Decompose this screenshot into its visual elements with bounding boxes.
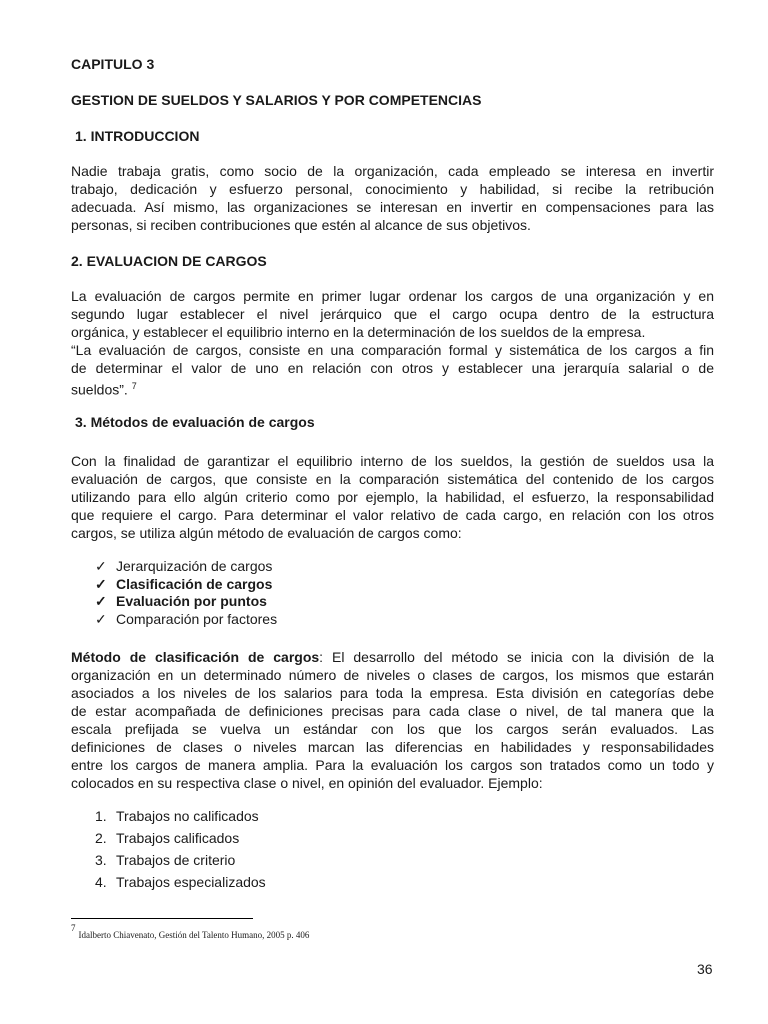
chapter-label: CAPITULO 3 xyxy=(71,56,155,72)
list-item xyxy=(95,871,266,893)
list-number: 4. xyxy=(95,874,107,890)
list-item-label: Trabajos especializados xyxy=(116,874,266,890)
list-item-label: Jerarquización de cargos xyxy=(116,558,273,574)
paragraph-line: segundo lugar establecer el nivel jerárquico que el cargo ocupa dentro de la estructura xyxy=(71,306,714,322)
page-number: 36 xyxy=(697,961,713,977)
paragraph-line: “La evaluación de cargos, consiste en una comparación formal y sistemática de los cargos a fin xyxy=(71,342,714,358)
paragraph-line xyxy=(71,648,714,666)
paragraph-line: colocados en su respectiva clase o nivel, en opinión del evaluador. Ejemplo: xyxy=(71,775,543,791)
paragraph-text: : El desarrollo del método se inicia con la división de la xyxy=(319,649,715,665)
paragraph-line: escala prefijada se vuelva un estándar con los que los cargos serán evaluados. Las xyxy=(71,721,714,737)
paragraph-line xyxy=(71,377,714,399)
paragraph-line: Nadie trabaja gratis, como socio de la organización, cada empleado se interesa en invertir xyxy=(71,163,714,179)
footnote xyxy=(71,923,310,940)
footnote-mark: 7 xyxy=(71,923,76,933)
list-number: 2. xyxy=(95,830,107,846)
checkmark-icon: ✓ xyxy=(95,558,107,574)
methods-list xyxy=(95,558,277,629)
footnote-reference: 7 xyxy=(131,381,137,391)
paragraph-line: La evaluación de cargos permite en primer lugar ordenar los cargos de una organización y en xyxy=(71,288,714,304)
paragraph-line: organización en un determinado número de niveles o clases de cargos, los mismos que estarán xyxy=(71,667,714,683)
method-term: Método de clasificación de cargos xyxy=(71,649,320,665)
list-item xyxy=(95,827,266,849)
footnote-divider xyxy=(71,918,253,919)
section1-paragraph xyxy=(71,162,714,234)
list-item-label: Trabajos de criterio xyxy=(116,852,236,868)
list-item-label: Comparación por factores xyxy=(116,611,278,628)
section1-heading: 1. INTRODUCCION xyxy=(75,128,200,144)
checkmark-icon: ✓ xyxy=(95,593,107,610)
section3-heading: 3. Métodos de evaluación de cargos xyxy=(75,414,315,430)
list-item-label: Trabajos no calificados xyxy=(116,808,259,824)
section2-heading: 2. EVALUACION DE CARGOS xyxy=(71,253,267,269)
paragraph-line: orgánica, y establecer el equilibrio interno en la determinación de los sueldos de la empresa. xyxy=(71,324,646,340)
checkmark-icon: ✓ xyxy=(95,611,107,628)
list-item xyxy=(95,805,266,827)
paragraph-line: asociados a los niveles de los salarios para toda la empresa. Esta división en categorías debe xyxy=(71,685,714,701)
section3-paragraph xyxy=(71,452,714,542)
paragraph-line: evaluación de cargos, que consiste en la comparación sistemática del contenido de los cargos xyxy=(71,471,714,487)
paragraph-line: cargos, se utiliza algún método de evaluación de cargos como: xyxy=(71,525,462,541)
method-paragraph xyxy=(71,648,714,792)
list-item xyxy=(95,611,277,629)
section2-paragraph xyxy=(71,287,714,399)
job-levels-list xyxy=(95,805,266,893)
paragraph-line: Con la finalidad de garantizar el equilibrio interno de los sueldos, la gestión de sueldos usa la xyxy=(71,453,714,469)
list-item-label: Clasificación de cargos xyxy=(116,575,273,592)
list-number: 3. xyxy=(95,852,107,868)
paragraph-line: de determinar el valor de uno en relación con otros y establecer una jerarquía salarial o de xyxy=(71,360,714,376)
footnote-text: Idalberto Chiavenato, Gestión del Talento Humano, 2005 p. 406 xyxy=(78,930,310,940)
paragraph-line: de estar acompañada de definiciones precisas para cada clase o nivel, de tal manera que la xyxy=(71,703,714,719)
list-item xyxy=(95,576,277,594)
paragraph-line: adecuada. Así mismo, las organizaciones se interesan en invertir en compensaciones para las xyxy=(71,199,714,215)
list-number: 1. xyxy=(95,808,107,824)
document-title: GESTION DE SUELDOS Y SALARIOS Y POR COMPETENCIAS xyxy=(71,92,482,108)
list-item xyxy=(95,849,266,871)
paragraph-line: entre los cargos de manera amplia. Para la evaluación los cargos son tratados como un todo y xyxy=(71,757,714,773)
list-item xyxy=(95,558,277,576)
paragraph-text: sueldos”. xyxy=(71,381,128,398)
paragraph-line: utilizando para ello algún criterio como por ejemplo, la habilidad, el esfuerzo, la responsabilidad xyxy=(71,489,714,505)
list-item-label: Evaluación por puntos xyxy=(116,593,267,610)
paragraph-line: trabajo, dedicación y esfuerzo personal, conocimiento y habilidad, si recibe la retribución xyxy=(71,181,714,197)
list-item-label: Trabajos calificados xyxy=(116,830,240,846)
paragraph-line: personas, si reciben contribuciones que estén al alcance de sus objetivos. xyxy=(71,217,531,233)
list-item xyxy=(95,593,277,611)
paragraph-line: que requiere el cargo. Para determinar el valor relativo de cada cargo, en relación con los otros xyxy=(71,507,714,523)
checkmark-icon: ✓ xyxy=(95,575,107,592)
paragraph-line: definiciones de clases o niveles marcan las diferencias en habilidades y responsabilidades xyxy=(71,739,714,755)
